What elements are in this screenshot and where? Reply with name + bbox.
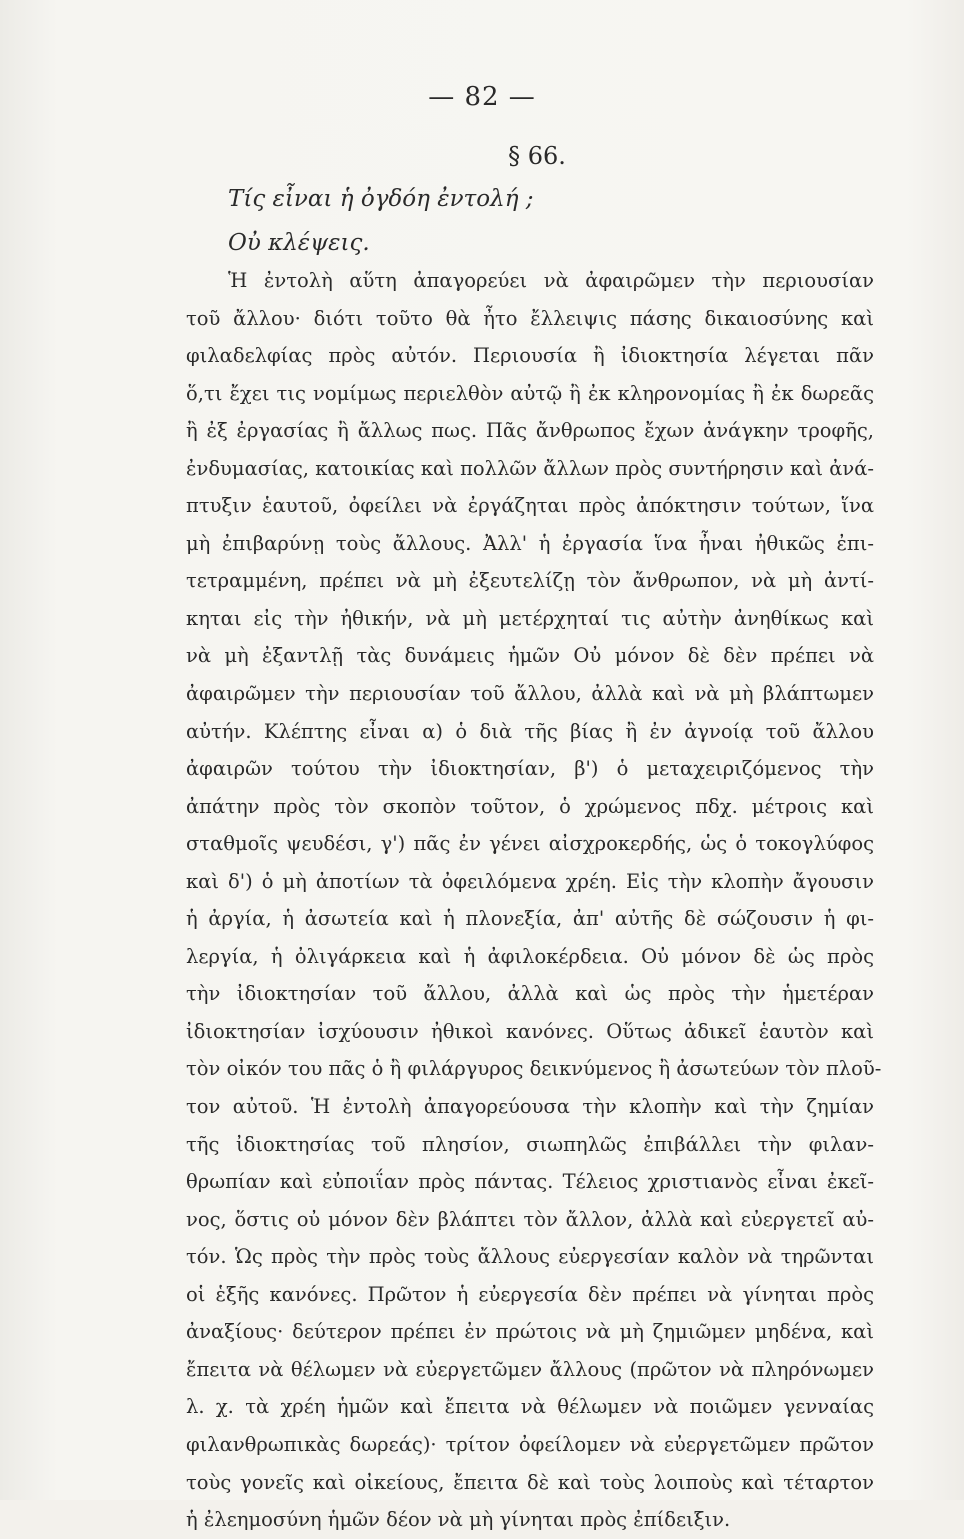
body-line: θρωπίαν καὶ εὐποιΐαν πρὸς πάντας. Τέλειος χριστιανὸς εἶναι ἐκεῖ- — [186, 1170, 874, 1194]
body-line: τὸν οἰκόν του πᾶς ὁ ἢ φιλάργυρος δεικνύμενος ἢ ἀσωτεύων τὸν πλοῦ- — [186, 1057, 882, 1081]
body-line: ὅ,τι ἔχει τις νομίμως περιελθὸν αὐτῷ ἢ ἐκ κληρονομίας ἢ ἐκ δωρεᾶς — [186, 381, 874, 405]
body-line: τοῦ ἄλλου· διότι τοῦτο θὰ ἦτο ἔλλειψις πάσης δικαιοσύνης καὶ — [186, 306, 874, 330]
body-line: ἰδιοκτησίαν ἰσχύουσιν ἠθικοὶ κανόνες. Οὕτως ἀδικεῖ ἑαυτὸν καὶ — [186, 1019, 874, 1043]
body-line: νος, ὅστις οὐ μόνον δὲν βλάπτει τὸν ἄλλον, ἀλλὰ καὶ εὐεργετεῖ αὐ- — [186, 1207, 874, 1231]
body-line: φιλαδελφίας πρὸς αὐτόν. Περιουσία ἢ ἰδιοκτησία λέγεται πᾶν — [186, 344, 874, 368]
body-line: τον αὐτοῦ. Ἡ ἐντολὴ ἀπαγορεύουσα τὴν κλοπὴν καὶ τὴν ζημίαν — [186, 1095, 874, 1119]
body-line: ἡ ἀργία, ἡ ἀσωτεία καὶ ἡ πλονεξία, ἀπ' αὐτῆς δὲ σώζουσιν ἡ φι- — [186, 907, 874, 931]
body-line: μὴ ἐπιβαρύνῃ τοὺς ἄλλους. Ἀλλ' ἡ ἐργασία ἵνα ἦναι ἠθικῶς ἐπι- — [186, 531, 874, 555]
page-number: — 82 — — [428, 82, 536, 112]
body-line: τὴν ἰδιοκτησίαν τοῦ ἄλλου, ἀλλὰ καὶ ὡς πρὸς τὴν ἡμετέραν — [186, 982, 874, 1006]
body-line: τετραμμένη, πρέπει νὰ μὴ ἐξευτελίζῃ τὸν ἄνθρωπον, νὰ μὴ ἀντί- — [186, 569, 874, 593]
body-line: Ἡ ἐντολὴ αὕτη ἀπαγορεύει νὰ ἀφαιρῶμεν τὴν περιουσίαν — [228, 269, 874, 292]
body-line: φιλανθρωπικὰς δωρεάς)· τρίτον ὀφείλομεν νὰ εὐεργετῶμεν πρῶτον — [186, 1432, 874, 1456]
body-line: πτυξιν ἑαυτοῦ, ὀφείλει νὰ ἐργάζηται πρὸς ἀπόκτησιν τούτων, ἵνα — [186, 494, 874, 518]
body-line: ἐνδυμασίας, κατοικίας καὶ πολλῶν ἄλλων πρὸς συντήρησιν καὶ ἀνά- — [186, 456, 874, 480]
body-line: ἔπειτα νὰ θέλωμεν νὰ εὐεργετῶμεν ἄλλους (πρῶτον νὰ πληρόνωμεν — [186, 1357, 874, 1381]
body-line: λεργία, ἡ ὀλιγάρκεια καὶ ἡ ἀφιλοκέρδεια. Οὐ μόνον δὲ ὡς πρὸς — [186, 944, 874, 968]
body-line: ἀφαιρῶμεν τὴν περιουσίαν τοῦ ἄλλου, ἀλλὰ καὶ νὰ μὴ βλάπτωμεν — [186, 682, 874, 706]
body-line: ἀπάτην πρὸς τὸν σκοπὸν τοῦτον, ὁ χρώμενος πδχ. μέτροις καὶ — [186, 794, 874, 818]
body-line: ἀφαιρῶν τούτου τὴν ἰδιοκτησίαν, β') ὁ μεταχειριζόμενος τὴν — [186, 757, 874, 781]
question-text: Τίς εἶναι ἡ ὀγδόη ἐντολή ; — [228, 186, 534, 212]
body-line: νὰ μὴ ἐξαντλῇ τὰς δυνάμεις ἡμῶν Οὐ μόνον δὲ δὲν πρέπει νὰ — [186, 644, 874, 668]
body-line: ἢ ἐξ ἐργασίας ἢ ἄλλως πως. Πᾶς ἄνθρωπος ἔχων ἀνάγκην τροφῆς, — [186, 419, 874, 443]
body-line: τόν. Ὡς πρὸς τὴν πρὸς τοὺς ἄλλους εὐεργεσίαν καλὸν νὰ τηρῶνται — [186, 1245, 874, 1269]
body-line: καὶ δ') ὁ μὴ ἀποτίων τὰ ὀφειλόμενα χρέη. Εἰς τὴν κλοπὴν ἄγουσιν — [186, 869, 874, 893]
answer-text: Οὐ κλέψεις. — [228, 230, 370, 256]
body-line: τῆς ἰδιοκτησίας τοῦ πλησίον, σιωπηλῶς ἐπιβάλλει τὴν φιλαν- — [186, 1132, 874, 1156]
body-line: σταθμοῖς ψευδέσι, γ') πᾶς ἐν γένει αἰσχροκερδής, ὡς ὁ τοκογλύφος — [186, 832, 874, 856]
section-heading: § 66. — [508, 142, 566, 170]
body-line: αὐτήν. Κλέπτης εἶναι α) ὁ διὰ τῆς βίας ἢ ἐν ἀγνοίᾳ τοῦ ἄλλου — [186, 719, 874, 743]
body-line: οἱ ἑξῆς κανόνες. Πρῶτον ἡ εὐεργεσία δὲν πρέπει νὰ γίνηται πρὸς — [186, 1282, 874, 1306]
body-line: λ. χ. τὰ χρέη ἡμῶν καὶ ἔπειτα νὰ θέλωμεν νὰ ποιῶμεν γενναίας — [186, 1395, 874, 1419]
body-line: κηται εἰς τὴν ἠθικήν, νὰ μὴ μετέρχηταί τις αὐτὴν ἀνηθίκως καὶ — [186, 606, 874, 630]
body-line: ἡ ἐλεημοσύνη ἡμῶν δέον νὰ μὴ γίνηται πρὸς ἐπίδειξιν. — [186, 1508, 731, 1532]
body-text — [186, 262, 882, 1539]
body-line: ἀναξίους· δεύτερον πρέπει ἐν πρώτοις νὰ μὴ ζημιῶμεν μηδένα, καὶ — [186, 1320, 874, 1344]
body-line: τοὺς γονεῖς καὶ οἰκείους, ἔπειτα δὲ καὶ τοὺς λοιποὺς καὶ τέταρτον — [186, 1470, 874, 1494]
